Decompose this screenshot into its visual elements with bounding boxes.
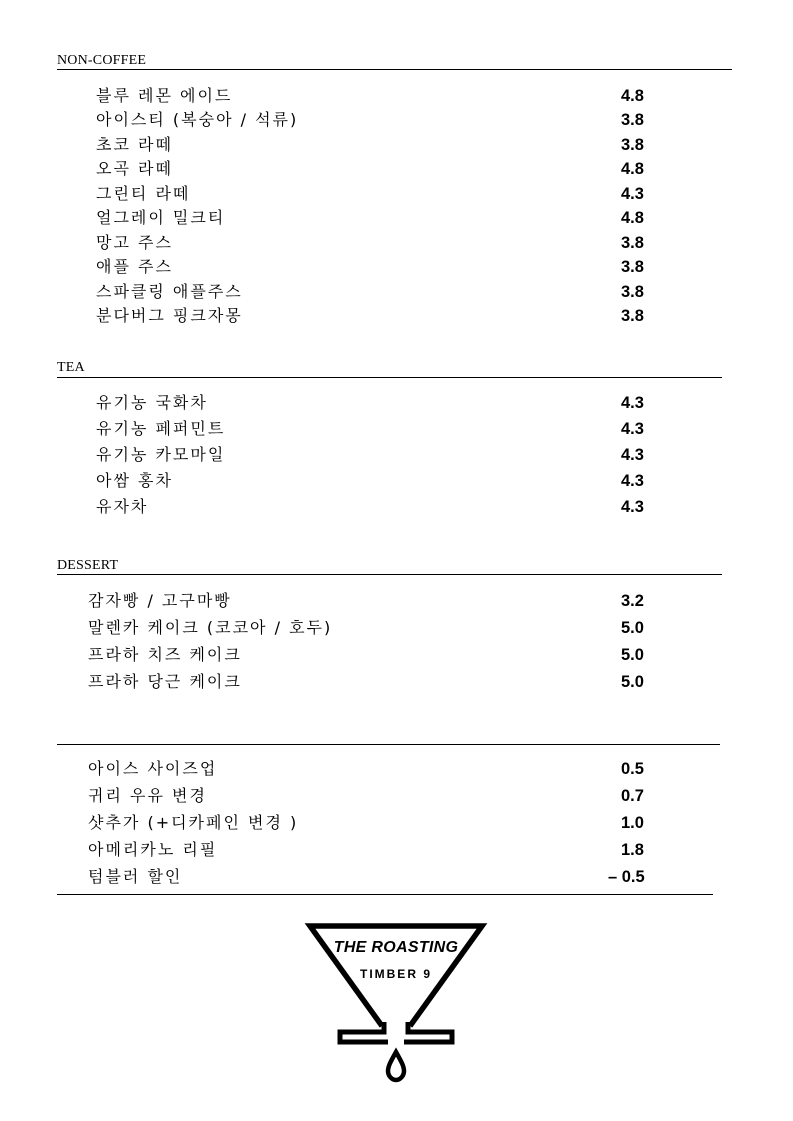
menu-item-price: 4.3 — [621, 472, 644, 490]
menu-item-name: 블루 레몬 에이드 — [96, 86, 233, 105]
menu-item-price: 3.8 — [621, 307, 644, 325]
logo-line2: TIMBER 9 — [359, 967, 433, 981]
option-item-name: 귀리 우유 변경 — [88, 786, 207, 805]
option-item-price: 0.5 — [621, 760, 644, 778]
menu-item-price: 3.8 — [621, 234, 644, 252]
menu-item-name: 초코 라떼 — [96, 135, 173, 154]
menu-item-name: 유기농 카모마일 — [96, 445, 226, 464]
menu-item-name: 분다버그 핑크자몽 — [96, 306, 243, 325]
menu-item-price: 3.2 — [621, 592, 644, 610]
section-divider — [57, 377, 722, 378]
menu-item-price: 3.8 — [621, 111, 644, 129]
menu-item-price: 4.8 — [621, 160, 644, 178]
section-title-dessert: DESSERT — [57, 558, 119, 573]
menu-item-name: 아쌈 홍차 — [96, 471, 173, 490]
menu-item-price: 4.3 — [621, 394, 644, 412]
menu-item-name: 아이스티 (복숭아 / 석류) — [96, 110, 299, 129]
menu-item-name: 유기농 국화차 — [96, 393, 208, 412]
options-divider-bottom — [57, 894, 713, 895]
menu-item-price: 3.8 — [621, 258, 644, 276]
menu-item-price: 4.3 — [621, 420, 644, 438]
section-title-non-coffee: NON-COFFEE — [57, 53, 147, 68]
menu-item-name: 감자빵 / 고구마빵 — [88, 591, 232, 610]
menu-item-name: 스파클링 애플주스 — [96, 282, 243, 301]
menu-item-name: 그린티 라떼 — [96, 184, 191, 203]
menu-item-price: 5.0 — [621, 673, 644, 691]
logo-line1: THE ROASTING — [333, 939, 459, 956]
option-item-price: 1.0 — [621, 814, 644, 832]
menu-item-name: 프라하 당근 케이크 — [88, 672, 242, 691]
menu-item-name: 유자차 — [96, 497, 149, 516]
section-title-tea: TEA — [57, 360, 85, 375]
menu-item-name: 애플 주스 — [96, 257, 173, 276]
menu-item-price: 3.8 — [621, 136, 644, 154]
menu-item-name: 망고 주스 — [96, 233, 173, 252]
option-item-name: 텀블러 할인 — [88, 867, 183, 886]
menu-item-name: 얼그레이 밀크티 — [96, 208, 226, 227]
roasting-timber-logo — [300, 918, 492, 1088]
menu-item-price: 4.8 — [621, 209, 644, 227]
menu-item-price: 4.3 — [621, 446, 644, 464]
option-item-price: 0.7 — [621, 787, 644, 805]
menu-item-price: 4.3 — [621, 185, 644, 203]
section-divider — [57, 69, 732, 70]
option-item-price: – 0.5 — [608, 868, 645, 886]
menu-item-name: 프라하 치즈 케이크 — [88, 645, 242, 664]
menu-item-price: 4.8 — [621, 87, 644, 105]
menu-item-name: 유기농 페퍼민트 — [96, 419, 226, 438]
menu-item-name: 말렌카 케이크 (코코아 / 호두) — [88, 618, 333, 637]
option-item-name: 아이스 사이즈업 — [88, 759, 218, 778]
menu-item-name: 오곡 라떼 — [96, 159, 173, 178]
menu-item-price: 5.0 — [621, 646, 644, 664]
menu-item-price: 5.0 — [621, 619, 644, 637]
option-item-name: 샷추가 (+디카페인 변경 ) — [88, 813, 299, 832]
menu-item-price: 3.8 — [621, 283, 644, 301]
drop-icon — [388, 1052, 404, 1080]
section-divider — [57, 574, 722, 575]
menu-item-price: 4.3 — [621, 498, 644, 516]
option-item-price: 1.8 — [621, 841, 644, 859]
options-divider-top — [57, 744, 720, 745]
option-item-name: 아메리카노 리필 — [88, 840, 218, 859]
